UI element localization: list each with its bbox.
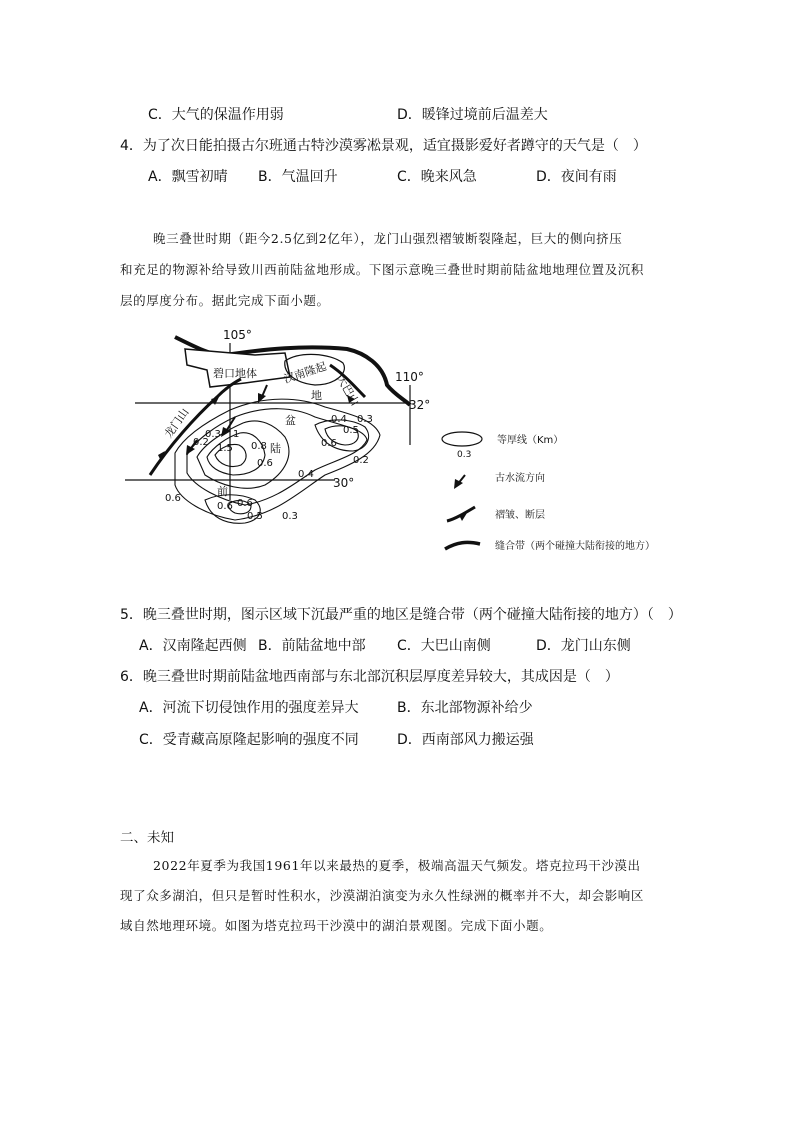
thickness-contours <box>175 399 380 523</box>
contour-label: 0.3 <box>282 511 298 522</box>
contour-label: 0.2 <box>353 455 369 466</box>
contour-label: 0.6 <box>165 493 181 504</box>
q6-option-c: C．受青藏高原隆起影响的强度不同 <box>139 732 359 748</box>
q6-option-d: D．西南部风力搬运强 <box>397 732 534 748</box>
section2-line3: 域自然地理环境。如图为塔克拉玛干沙漠中的湖泊景观图。完成下面小题。 <box>120 918 553 933</box>
basin-char-pen: 盆 <box>285 414 296 427</box>
contour-label: 0.4 <box>331 414 347 425</box>
q4-option-b: B．气温回升 <box>258 169 338 185</box>
contour-label: 0.4 <box>298 469 314 480</box>
passage1-line2: 和充足的物源补给导致川西前陆盆地形成。下图示意晚三叠世时期前陆盆地地理位置及沉积 <box>120 262 645 277</box>
section2-line1: 2022年夏季为我国1961年以来最热的夏季，极端高温天气频发。塔克拉玛干沙漠出 <box>153 858 641 873</box>
map-legend <box>442 432 655 552</box>
longmenshan-fault-line <box>150 379 241 475</box>
basin-char-qian: 前 <box>217 485 228 498</box>
legend-contour-sample: 0.3 <box>457 450 472 460</box>
section-heading: 二、未知 <box>120 830 174 846</box>
q4-option-c: C．晚来风急 <box>397 169 477 185</box>
contour-label: 1 <box>233 429 240 440</box>
contour-label: 0.3 <box>357 414 373 425</box>
legend-suture-label: 缝合带（两个碰撞大陆衔接的地方） <box>495 541 655 552</box>
section2-line2: 现了众多湖泊，但只是暂时性积水，沙漠湖泊演变为永久性绿洲的概率并不大，却会影响区 <box>120 888 645 903</box>
lat-32-label: 32° <box>409 398 431 412</box>
contour-label: 0.5 <box>343 425 359 436</box>
contour-label: 0.2 <box>193 437 209 448</box>
contour-label: 0.3 <box>205 429 221 440</box>
q5-option-c: C．大巴山南侧 <box>397 638 491 654</box>
longmenshan-label: 龙门山 <box>161 405 192 441</box>
basin-map-figure <box>125 325 675 560</box>
lon-110-label: 110° <box>395 370 424 384</box>
q5-stem: 5．晚三叠世时期，图示区域下沉最严重的地区是缝合带（两个碰撞大陆衔接的地方）（ ） <box>120 607 682 623</box>
contour-label: 0.6 <box>217 501 233 512</box>
contour-label: 0.6 <box>237 498 253 509</box>
q3-option-c: C．大气的保温作用弱 <box>148 107 284 123</box>
q4-stem: 4．为了次日能拍摄古尔班通古特沙漠雾凇景观，适宜摄影爱好者蹲守的天气是（ ） <box>120 138 647 154</box>
q6-stem: 6．晚三叠世时期前陆盆地西南部与东北部沉积层厚度差异较大，其成因是（ ） <box>120 669 619 685</box>
legend-contour-symbol <box>442 432 482 446</box>
q4-option-d: D．夜间有雨 <box>536 169 617 185</box>
contour-label: 1.5 <box>217 443 233 454</box>
flow-arrow-2-head <box>258 393 266 403</box>
passage1-line1: 晚三叠世时期（距今2.5亿到2亿年），龙门山强烈褶皱断裂隆起，巨大的侧向挤压 <box>153 231 623 246</box>
lat-30-label: 30° <box>333 476 355 490</box>
contour-label: 0.6 <box>321 438 337 449</box>
legend-fold-label: 褶皱、断层 <box>495 510 545 521</box>
legend-contour-label: 等厚线（Km） <box>497 435 564 446</box>
contour-label: 0.5 <box>247 511 263 522</box>
hannan-uplift-label: 汉南隆起 <box>282 359 328 386</box>
q5-option-d: D．龙门山东侧 <box>536 638 631 654</box>
passage1-line3: 层的厚度分布。据此完成下面小题。 <box>120 293 330 308</box>
q6-option-b: B．东北部物源补给少 <box>397 700 533 716</box>
bikou-terrane-label: 碧口地体 <box>213 367 257 380</box>
q6-option-a: A．河流下切侵蚀作用的强度差异大 <box>139 700 359 716</box>
contour-label: 0.6 <box>257 458 273 469</box>
q3-option-d: D．暖锋过境前后温差大 <box>397 107 548 123</box>
basin-char-lu: 陆 <box>270 442 281 455</box>
q5-option-b: B．前陆盆地中部 <box>258 638 366 654</box>
dabashan-label: 大巴山 <box>333 372 362 408</box>
q4-option-a: A．飘雪初晴 <box>148 169 228 185</box>
legend-flow-label: 古水流方向 <box>495 473 545 484</box>
contour-label: 0.8 <box>251 441 267 452</box>
legend-suture-symbol <box>445 542 480 549</box>
lon-105-label: 105° <box>223 328 252 342</box>
basin-char-di: 地 <box>311 389 322 402</box>
q5-option-a: A．汉南隆起西侧 <box>139 638 247 654</box>
